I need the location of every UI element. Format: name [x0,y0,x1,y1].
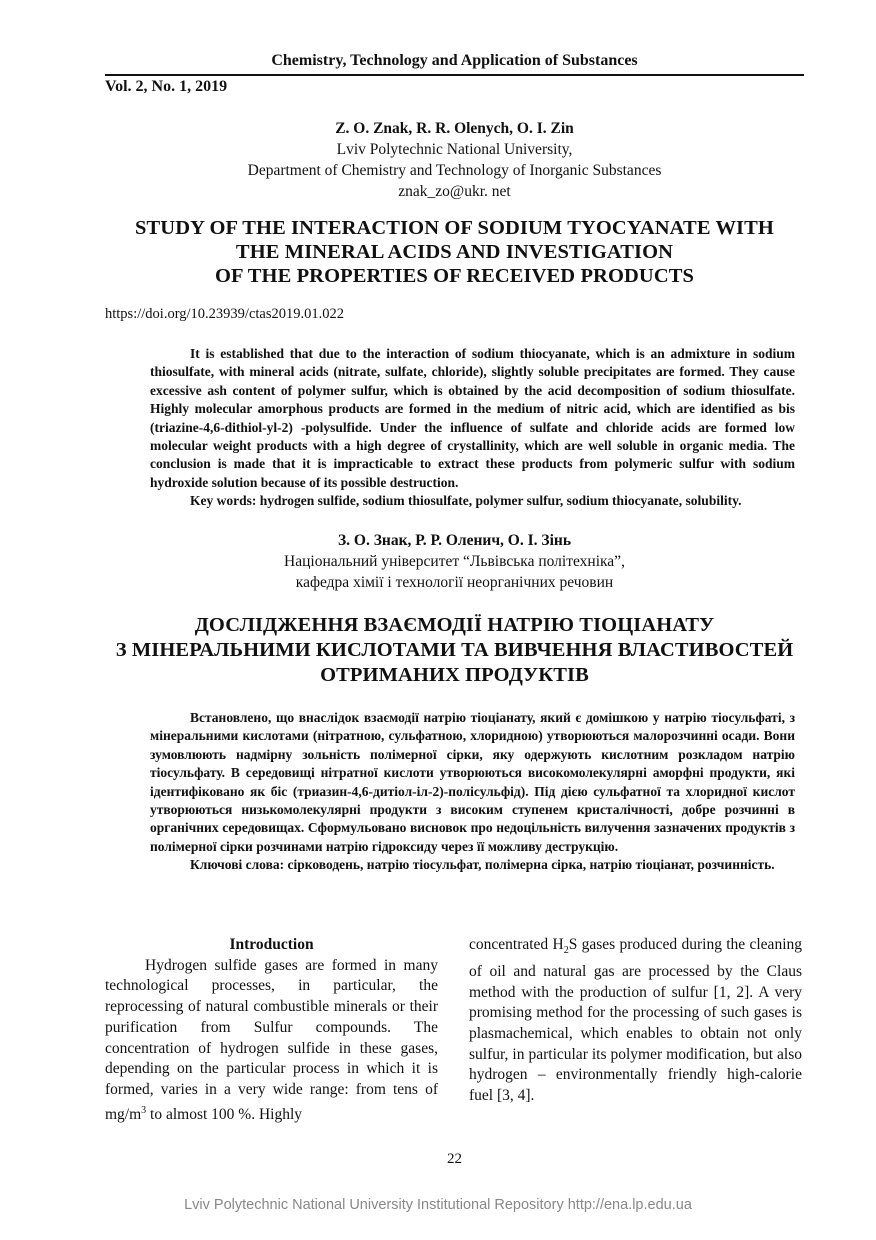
repository-footer: Lviv Polytechnic National University Institutional Repository http://ena.lp.edu.ua [184,1197,692,1213]
en-title-line-3: OF THE PROPERTIES OF RECEIVED PRODUCTS [214,265,694,287]
en-email: znak_zo@ukr. net [398,183,511,200]
ua-title-line-3: ОТРИМАНИХ ПРОДУКТІВ [320,664,589,686]
ua-affiliation-1: Національний університет “Львівська політехніка”, [284,553,625,570]
body-column-right [469,935,802,1107]
ua-affiliation-2: кафедра хімії і технології неорганічних речовин [295,574,614,591]
en-title [105,216,804,288]
ua-title [105,613,804,688]
ua-abstract: Встановлено, що внаслідок взаємодії натрію тіоціанату, який є домішкою у натрію тіосульфаті, з мінеральними кислотами (нітратною, сульфатною, хлоридною) утворюються малорозчинні осади. Вони зумовлюють надмірну зольність полімерної сірки, яку одержують кислотним розкладом натрію тіосульфату. В середовищі нітратної кислоти утворюються високомолекулярні аморфні продукти, які ідентифіковано як біс (триазин-4,6-дитіол-іл-2)-полісульфід). Під дією сульфатної та хлоридної кислот утворюються низькомолекулярні продукти з високим ступенем кристалічності, добре розчинні в органічних середовищах. Сформульовано висновок про недоцільність вилучення зазначених продуктів з полімерної сірки розчинами натрію гідроксиду через її можливу деструкцію. [150,710,795,854]
en-affiliation-2: Department of Chemistry and Technology of Inorganic Substances [247,162,662,179]
intro-heading: Introduction [229,936,314,953]
ua-title-line-2: З МІНЕРАЛЬНИМИ КИСЛОТАМИ ТА ВИВЧЕННЯ ВЛАСТИВОСТЕЙ [115,639,794,661]
en-abstract: It is established that due to the interaction of sodium thiocyanate, which is an admixture in sodium thiosulfate, with mineral acids (nitrate, sulfate, chloride), slightly soluble precipitates are formed. They cause excessive ash content of polymer sulfur, which is obtained by the acid decomposition of sodium thiosulfate. Highly molecular amorphous products are formed in the medium of nitric acid, which are identified as bis (triazine-4,6-dithiol-yl-2) -polysulfide. Under the influence of sulfate and chloride acids are formed low molecular weight products with a high degree of crystallinity, which are well soluble in organic media. The conclusion is made that it is impracticable to extract these products from polymeric sulfur with sodium hydroxide solution because of its possible destruction. [150,346,795,490]
right-text-b: S gases produced during the cleaning of oil and natural gas are processed by the Claus method with the production of sulfur [1, 2]. A very promising method for the processing of such gases is plasmachemical, which enables to obtain not only sulfur, in particular its polymer modification, but also hydrogen – environmentally friendly high-calorie fuel [3, 4]. [469,936,802,1105]
en-author-block [105,118,804,202]
volume-info: Vol. 2, No. 1, 2019 [105,78,228,95]
ua-keywords: Ключові слова: сірководень, натрію тіосульфат, полімерна сірка, натрію тіоціанат, розчинність. [190,857,775,873]
en-authors: Z. O. Znak, R. R. Olenych, O. I. Zin [335,120,574,137]
ua-authors: З. О. Знак, Р. Р. Оленич, О. І. Зінь [337,532,572,549]
page-number: 22 [447,1151,462,1167]
en-affiliation-1: Lviv Polytechnic National University, [336,141,573,158]
body-column-left [105,935,438,1125]
en-keywords: Key words: hydrogen sulfide, sodium thiosulfate, polymer sulfur, sodium thiocyanate, solubility. [190,493,742,509]
journal-title: Chemistry, Technology and Application of Substances [271,52,638,69]
right-paragraph [469,935,802,1107]
intro-text-b: to almost 100 %. Highly [146,1105,303,1123]
en-title-line-2: THE MINERAL ACIDS AND INVESTIGATION [235,241,674,263]
ua-author-block [105,530,804,593]
en-abstract-block [150,345,795,511]
doi-link[interactable]: https://doi.org/10.23939/ctas2019.01.022 [105,306,344,322]
en-title-line-1: STUDY OF THE INTERACTION OF SODIUM TYOCYANATE WITH [135,217,774,239]
superscript-3: 3 [141,1104,147,1116]
intro-paragraph [105,956,438,1126]
header-rule [105,74,804,76]
right-text-a: concentrated H [469,936,564,953]
ua-title-line-1: ДОСЛІДЖЕННЯ ВЗАЄМОДІЇ НАТРІЮ ТІОЦІАНАТУ [194,614,715,636]
ua-abstract-block [150,709,795,875]
intro-text-a: Hydrogen sulfide gases are formed in many technological processes, in particular, the reprocessing of natural combustible minerals or their purification from Sulfur compounds. The concentration of hydrogen sulfide in these gases, depending on the particular process in which it is formed, varies in a very wide range: from tens of mg/m [105,956,438,1123]
subscript-2: 2 [563,945,569,957]
